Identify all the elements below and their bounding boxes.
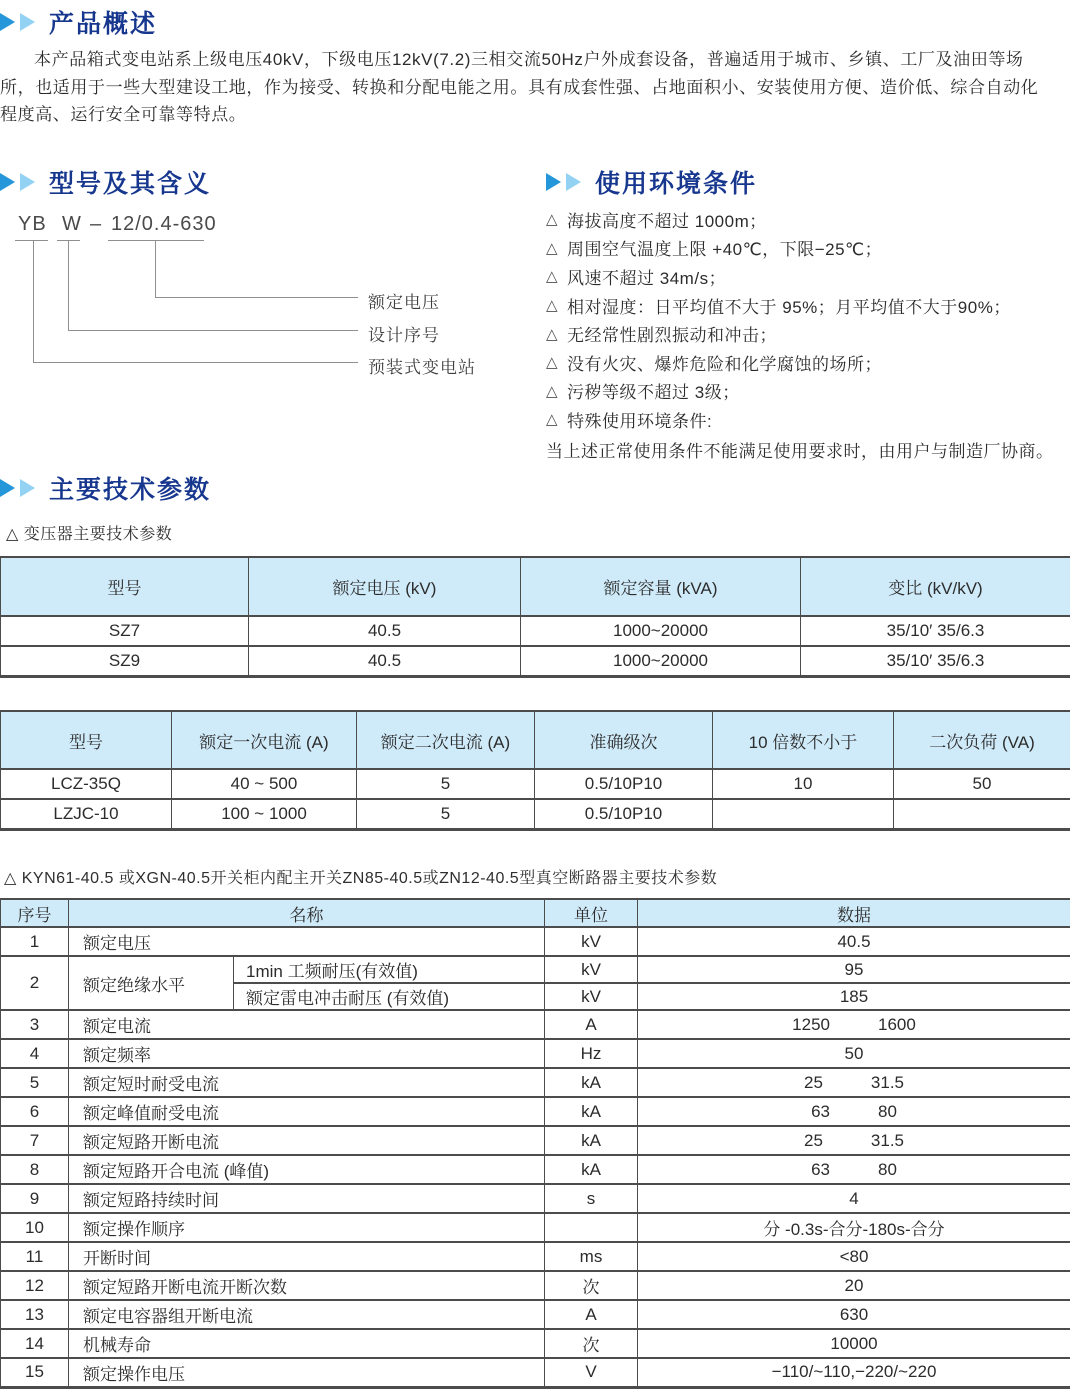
table-cell-value: 80: [878, 1101, 897, 1121]
table-cell: 2: [1, 956, 69, 1010]
table-cell: 额定电容器组开断电流: [69, 1300, 545, 1329]
section-title-model: [0, 164, 211, 200]
table-cell: 额定短路持续时间: [69, 1184, 545, 1213]
table-cell: 35/10′ 35/6.3: [801, 616, 1070, 646]
env-condition-text: 无经常性剧烈振动和冲击；: [567, 326, 778, 346]
table-header-cell: 准确级次: [535, 711, 713, 769]
table-cell: kA: [545, 1155, 638, 1184]
env-condition-item: [546, 234, 1070, 263]
section-title-parameters: [0, 470, 211, 506]
section-title-text: 主要技术参数: [49, 476, 212, 504]
table-cell: 额定电流: [69, 1010, 545, 1039]
table-cell: 额定绝缘水平: [69, 956, 234, 1010]
table-cell: 额定峰值耐受电流: [69, 1097, 545, 1126]
table-cell: [638, 1097, 1070, 1126]
overview-paragraph-line: 程度高、运行安全可靠等特点。: [0, 105, 247, 124]
table-cell: 13: [1, 1300, 69, 1329]
table-cell-value: 31.5: [870, 1130, 904, 1150]
table-cell: kA: [545, 1068, 638, 1097]
table-row: [1, 927, 1070, 956]
table-row: [1, 1010, 1070, 1039]
arrow-icon: [0, 479, 15, 497]
table-cell: 机械寿命: [69, 1329, 545, 1358]
table-cell: SZ9: [1, 646, 249, 676]
table-cell: 分 -0.3s-合分-180s-合分: [638, 1213, 1070, 1242]
table-row: [1, 1213, 1070, 1242]
table-cell: 额定操作电压: [69, 1358, 545, 1387]
table-cell: 1: [1, 927, 69, 956]
table-cell: 额定操作顺序: [69, 1213, 545, 1242]
table-cell: [713, 799, 894, 829]
overview-paragraph: [0, 46, 1070, 129]
table-cell: 7: [1, 1126, 69, 1155]
table-cell: 15: [1, 1358, 69, 1387]
table-row: [1, 1068, 1070, 1097]
table-cell: 0.5/10P10: [535, 769, 713, 799]
table-cell: [894, 799, 1070, 829]
table-cell-value: 63: [811, 1159, 830, 1179]
arrow-icon: [566, 173, 581, 191]
diagram-underline: [108, 240, 204, 241]
table-cell: LCZ-35Q: [1, 769, 172, 799]
table-cell: [638, 1155, 1070, 1184]
table-header-cell: 额定一次电流 (A): [172, 711, 357, 769]
table-header-cell: 名称: [69, 899, 545, 927]
table-row: [1, 799, 1070, 829]
triangle-bullet-icon: △: [546, 325, 559, 343]
overview-paragraph-line: 所，也适用于一些大型建设工地，作为接受、转换和分配电能之用。具有成套性强、占地面积小、安装使用方便、造价低、综合自动化: [0, 77, 1039, 97]
table-header-cell: 额定二次电流 (A): [357, 711, 535, 769]
table-row: [1, 1358, 1070, 1387]
table-cell: 4: [638, 1184, 1070, 1213]
env-condition-text: 污秽等级不超过 3级；: [567, 383, 740, 403]
table-cell-value: 63: [811, 1101, 830, 1121]
table-cell: 12: [1, 1271, 69, 1300]
table-row: [1, 1242, 1070, 1271]
table-cell: Hz: [545, 1039, 638, 1068]
model-label-design-serial: 设计序号: [368, 326, 440, 345]
table-cell: 11: [1, 1242, 69, 1271]
table-row: [1, 1039, 1070, 1068]
table-cell: [545, 1213, 638, 1242]
environment-conditions-list: [546, 205, 1070, 462]
dual-value: [792, 1015, 916, 1035]
table-cell: 185: [638, 983, 1070, 1010]
env-condition-text: 相对湿度：日平均值不大于 95%；月平均值不大于90%；: [567, 297, 1011, 317]
table-cell: 次: [545, 1271, 638, 1300]
arrow-icon: [20, 173, 35, 191]
table-cell: kV: [545, 927, 638, 956]
table-cell: 8: [1, 1155, 69, 1184]
diagram-underline: [15, 240, 48, 241]
table-cell: 20: [638, 1271, 1070, 1300]
table-header-cell: 10 倍数不小于: [713, 711, 894, 769]
table-header-cell: 额定电压 (kV): [249, 557, 521, 616]
table-cell: 40.5: [249, 646, 521, 676]
section-title-text: 产品概述: [49, 10, 158, 38]
table-cell: 4: [1, 1039, 69, 1068]
table-cell-value: 25: [803, 1130, 823, 1150]
breaker-table: [0, 898, 1070, 1389]
table-row: [1, 1329, 1070, 1358]
table-cell: 额定雷电冲击耐压 (有效值): [234, 983, 545, 1010]
table-header-cell: 二次负荷 (VA): [894, 711, 1070, 769]
table-cell: 95: [638, 956, 1070, 983]
table-cell: 额定电压: [69, 927, 545, 956]
table-cell: kV: [545, 956, 638, 983]
triangle-bullet-icon: △: [546, 354, 559, 372]
table-cell: <80: [638, 1242, 1070, 1271]
breaker-params-caption: △ KYN61-40.5 或XGN-40.5开关柜内配主开关ZN85-40.5或ZN12-40.5型真空断路器主要技术参数: [4, 870, 718, 887]
model-code-series: 12/0.4-630: [111, 213, 217, 235]
model-code-w: W: [62, 213, 82, 235]
table-row: [1, 1155, 1070, 1184]
triangle-bullet-icon: △: [546, 239, 559, 257]
env-condition-text: 周围空气温度上限 +40℃，下限−25℃；: [567, 240, 883, 260]
table-cell: 35/10′ 35/6.3: [801, 646, 1070, 676]
table-cell: 5: [357, 769, 535, 799]
table-row: [1, 1184, 1070, 1213]
model-code-dash: –: [90, 213, 103, 235]
table-cell: 1000~20000: [521, 646, 801, 676]
environment-footnote: 当上述正常使用条件不能满足使用要求时，由用户与制造厂协商。: [546, 441, 1054, 461]
env-condition-item: [546, 405, 1070, 434]
env-condition-item: [546, 377, 1070, 406]
table-cell: s: [545, 1184, 638, 1213]
dual-value: [804, 1073, 904, 1093]
table-cell: kA: [545, 1097, 638, 1126]
dual-value: [811, 1102, 897, 1122]
model-label-rated-voltage: 额定电压: [368, 293, 440, 312]
table-cell-value: 1250: [792, 1014, 830, 1034]
table-cell: 额定短路开断电流开断次数: [69, 1271, 545, 1300]
env-condition-item: [546, 291, 1070, 320]
table-cell-value: 1600: [878, 1014, 916, 1034]
table-cell: 额定短时耐受电流: [69, 1068, 545, 1097]
triangle-bullet-icon: △: [546, 211, 559, 229]
section-title-text: 使用环境条件: [595, 170, 758, 198]
env-condition-item: [546, 348, 1070, 377]
arrow-icon: [20, 479, 35, 497]
table-cell: 40.5: [249, 616, 521, 646]
table-cell: 5: [1, 1068, 69, 1097]
dual-value: [811, 1160, 897, 1180]
table-cell: 额定短路开断电流: [69, 1126, 545, 1155]
table-row: [1, 616, 1070, 646]
table-row: [1, 1097, 1070, 1126]
env-condition-text: 没有火灾、爆炸危险和化学腐蚀的场所；: [567, 354, 883, 374]
diagram-line: [68, 240, 69, 330]
dual-value: [804, 1131, 904, 1151]
table-header-cell: 型号: [1, 557, 249, 616]
table-cell: kA: [545, 1126, 638, 1155]
table-row: [1, 1300, 1070, 1329]
table-row: [1, 646, 1070, 676]
diagram-line: [68, 330, 358, 331]
triangle-bullet-icon: △: [546, 297, 559, 315]
table-cell: LZJC-10: [1, 799, 172, 829]
env-condition-item: [546, 262, 1070, 291]
table-cell: 10: [1, 1213, 69, 1242]
table-cell: A: [545, 1300, 638, 1329]
diagram-line: [33, 240, 34, 362]
table-cell: 3: [1, 1010, 69, 1039]
table-cell-value: 25: [803, 1072, 823, 1092]
model-code-yb: YB: [18, 213, 47, 235]
table-cell: 1min 工频耐压(有效值): [234, 956, 545, 983]
table-cell: 40 ~ 500: [172, 769, 357, 799]
table-cell: [638, 1010, 1070, 1039]
table-cell: [638, 1126, 1070, 1155]
triangle-bullet-icon: △: [546, 411, 559, 429]
section-title-environment: [546, 164, 757, 200]
triangle-bullet-icon: △: [546, 268, 559, 286]
table-cell: 50: [638, 1039, 1070, 1068]
env-condition-text: 海拔高度不超过 1000m；: [567, 211, 767, 231]
table-cell: −110/~110,−220/~220: [638, 1358, 1070, 1387]
table-cell: 0.5/10P10: [535, 799, 713, 829]
table-header-cell: 额定容量 (kVA): [521, 557, 801, 616]
transformer-table: [0, 556, 1070, 678]
model-label-prefab-substation: 预装式变电站: [368, 358, 476, 377]
table-header-cell: 型号: [1, 711, 172, 769]
table-row: [1, 769, 1070, 799]
arrow-icon: [0, 13, 15, 31]
table-cell: SZ7: [1, 616, 249, 646]
arrow-icon: [0, 173, 15, 191]
table-cell: 6: [1, 1097, 69, 1126]
table-header-cell: 单位: [545, 899, 638, 927]
env-condition-text: 特殊使用环境条件:: [567, 411, 713, 431]
table-cell: 630: [638, 1300, 1070, 1329]
table-header-cell: 数据: [638, 899, 1070, 927]
model-code-diagram: [0, 200, 540, 390]
table-cell: 40.5: [638, 927, 1070, 956]
table-row: [1, 956, 1070, 983]
section-title-overview: [0, 4, 157, 40]
section-title-text: 型号及其含义: [49, 170, 212, 198]
table-cell-value: 31.5: [870, 1072, 904, 1092]
table-cell: 开断时间: [69, 1242, 545, 1271]
transformer-params-caption: △ 变压器主要技术参数: [6, 526, 173, 543]
table-header-cell: 序号: [1, 899, 69, 927]
diagram-line: [155, 297, 358, 298]
table-row: [1, 1271, 1070, 1300]
table-cell: V: [545, 1358, 638, 1387]
table-header-cell: 变比 (kV/kV): [801, 557, 1070, 616]
table-cell: A: [545, 1010, 638, 1039]
table-cell: [638, 1068, 1070, 1097]
diagram-line: [33, 362, 358, 363]
diagram-line: [155, 240, 156, 297]
table-cell: 1000~20000: [521, 616, 801, 646]
table-cell: 9: [1, 1184, 69, 1213]
overview-paragraph-line: 本产品箱式变电站系上级电压40kV，下级电压12kV(7.2)三相交流50Hz户外成套设备，普遍适用于城市、乡镇、工厂及油田等场: [34, 50, 1024, 69]
arrow-icon: [20, 13, 35, 31]
table-cell: 额定短路开合电流 (峰值): [69, 1155, 545, 1184]
table-cell: kV: [545, 983, 638, 1010]
table-cell: 100 ~ 1000: [172, 799, 357, 829]
table-cell: 10: [713, 769, 894, 799]
table-cell: 5: [357, 799, 535, 829]
table-cell-value: 80: [878, 1159, 897, 1179]
env-condition-text: 风速不超过 34m/s；: [567, 268, 727, 288]
table-cell: 14: [1, 1329, 69, 1358]
triangle-bullet-icon: △: [546, 382, 559, 400]
table-cell: 次: [545, 1329, 638, 1358]
table-row: [1, 1126, 1070, 1155]
table-cell: 额定频率: [69, 1039, 545, 1068]
table-cell: 50: [894, 769, 1070, 799]
current-transformer-table: [0, 710, 1070, 831]
arrow-icon: [546, 173, 561, 191]
table-cell: ms: [545, 1242, 638, 1271]
env-condition-item: [546, 205, 1070, 234]
table-cell: 10000: [638, 1329, 1070, 1358]
env-condition-item: [546, 319, 1070, 348]
